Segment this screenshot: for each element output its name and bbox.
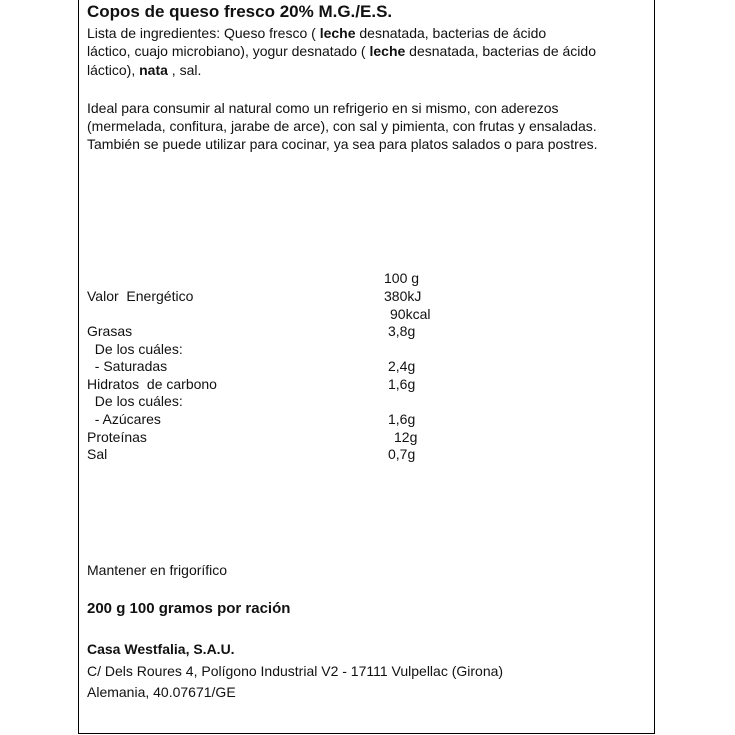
nutrition-value: 12g xyxy=(394,429,418,445)
nutrition-value: 2,4g xyxy=(388,358,416,374)
ingredients-line-3: láctico), nata , sal. xyxy=(87,62,202,78)
address-line-1: C/ Dels Roures 4, Polígono Industrial V2 - 17111 Vulpellac (Girona) xyxy=(87,663,504,679)
nutrition-value: 0,7g xyxy=(388,446,416,462)
nutrition-value: 380kJ xyxy=(384,288,422,304)
nutrition-label: Sal xyxy=(87,446,108,462)
nutrition-label: Grasas xyxy=(87,323,133,339)
usage-line-2: (mermelada, confitura, jarabe de arce), con sal y pimienta, con frutas y ensaladas. xyxy=(87,118,597,134)
net-weight: 200 g 100 gramos por ración xyxy=(87,600,291,617)
nutrition-value: 90kcal xyxy=(390,306,431,322)
product-title: Copos de queso fresco 20% M.G./E.S. xyxy=(87,2,393,21)
nutrition-label: - Saturadas xyxy=(87,358,168,374)
address-line-2: Alemania, 40.07671/GE xyxy=(87,684,236,700)
ingredients-line-2: láctico, cuajo microbiano), yogur desnatado ( leche desnatada, bacterias de ácido xyxy=(87,43,596,59)
nutrition-label: Proteínas xyxy=(87,429,147,445)
nutrition-label: De los cuáles: xyxy=(87,393,183,409)
usage-line-3: También se puede utilizar para cocinar, ya sea para platos salados o para postres. xyxy=(87,136,598,152)
nutrition-header: 100 g xyxy=(384,270,420,286)
usage-line-1: Ideal para consumir al natural como un refrigerio en si mismo, con aderezos xyxy=(87,100,559,116)
nutrition-value: 3,8g xyxy=(388,323,416,339)
nutrition-label: Valor Energético xyxy=(87,288,194,304)
company-name: Casa Westfalia, S.A.U. xyxy=(87,641,235,657)
nutrition-label: - Azúcares xyxy=(87,411,161,427)
nutrition-value: 1,6g xyxy=(388,411,416,427)
nutrition-label: Hidratos de carbono xyxy=(87,376,217,392)
ingredients-line-1: Lista de ingredientes: Queso fresco ( leche desnatada, bacterias de ácido xyxy=(87,25,547,41)
storage-instructions: Mantener en frigorífico xyxy=(87,562,228,578)
nutrition-value: 1,6g xyxy=(388,376,416,392)
nutrition-label: De los cuáles: xyxy=(87,341,183,357)
